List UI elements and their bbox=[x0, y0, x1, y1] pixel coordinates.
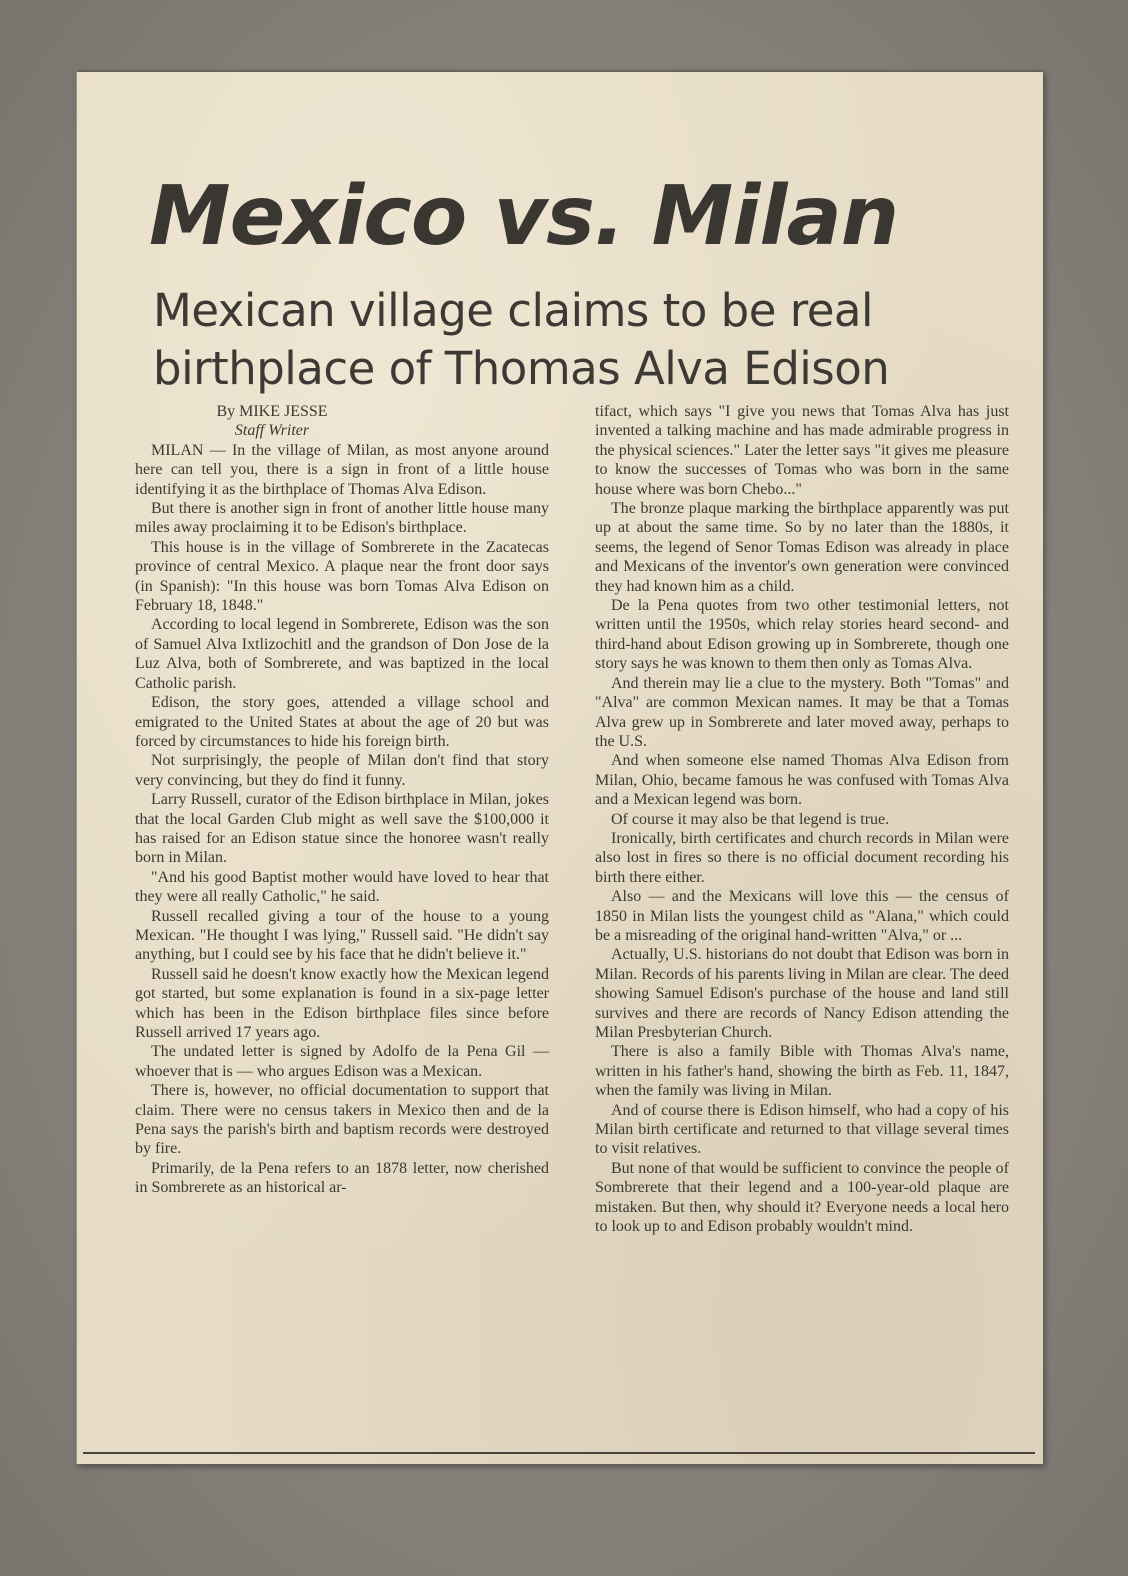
paragraph: And of course there is Edison himself, who had a copy of his Milan birth certificate and returned to that village several times to visit relatives. bbox=[595, 1101, 1009, 1158]
paragraph: Primarily, de la Pena refers to an 1878 letter, now cherished in Sombrerete as an historical ar- bbox=[135, 1159, 549, 1197]
paragraph: tifact, which says "I give you news that Tomas Alva has just invented a talking machine and has made admirable progress in the physical sciences." Later the letter says "it gives me pleasure to know the successes of Tomas who was born in the same house where was born Chebo..." bbox=[595, 403, 1009, 498]
paragraph: Russell recalled giving a tour of the house to a young Mexican. "He thought I was lying," Russell said. "He didn't say anything, but I could see by his face that he didn't believe it." bbox=[135, 907, 549, 964]
headline: Mexico vs. Milan bbox=[149, 169, 899, 264]
paragraph: The undated letter is signed by Adolfo de la Pena Gil — whoever that is — who argues Edison was a Mexican. bbox=[135, 1043, 549, 1080]
paragraph: The bronze plaque marking the birthplace apparently was put up at about the same time. So by no later than the 1880s, it seems, the legend of Senor Tomas Edison was already in place and Mexicans of the inventor's own generation were convinced they had known him as a child. bbox=[595, 500, 1009, 595]
paragraph: Edison, the story goes, attended a village school and emigrated to the United States at about the age of 20 but was forced by circumstances to hide his foreign birth. bbox=[135, 694, 549, 750]
byline: By MIKE JESSE bbox=[216, 403, 328, 420]
byline-title: Staff Writer bbox=[234, 422, 310, 440]
subheadline bbox=[153, 282, 973, 398]
paragraph: And therein may lie a clue to the mystery. Both "Tomas" and "Alva" are common Mexican names. It may be that a Tomas Alva grew up in Sombrerete and later moved away, perhaps to the U.S. bbox=[595, 674, 1009, 750]
paragraph: Actually, U.S. historians do not doubt that Edison was born in Milan. Records of his parents living in Milan are clear. The deed showing Samuel Edison's purchase of the house and land still survives and there are records of Nancy Edison attending the Milan Presbyterian Church. bbox=[595, 946, 1009, 1041]
paragraph: De la Pena quotes from two other testimonial letters, not written until the 1950s, which relay stories heard second- and third-hand about Edison growing up in Sombrerete, though one story says he was known to them then only as Tomas Alva. bbox=[595, 597, 1009, 673]
paragraph: Not surprisingly, the people of Milan don't find that story very convincing, but they do find it funny. bbox=[135, 752, 549, 789]
article-column-right bbox=[595, 402, 1009, 1236]
paragraph: Of course it may also be that legend is true. bbox=[611, 810, 890, 828]
paragraph: But none of that would be sufficient to convince the people of Sombrerete that their legend and a 100-year-old plaque are mistaken. But then, why should it? Everyone needs a local hero to look up to and Edison probably wouldn't mind. bbox=[595, 1159, 1009, 1236]
paragraph: MILAN — In the village of Milan, as most anyone around here can tell you, there is a sign in front of a little house identifying it as the birthplace of Thomas Alva Edison. bbox=[135, 441, 549, 498]
paragraph: According to local legend in Sombrerete, Edison was the son of Samuel Alva Ixtlizochitl and the grandson of Don Jose de la Luz Alva, both of Sombrerete, and was baptized in the local Catholic parish. bbox=[135, 616, 549, 692]
paragraph: Ironically, birth certificates and church records in Milan were also lost in fires so there is no official document recording his birth there either. bbox=[595, 829, 1009, 886]
article-column-left bbox=[135, 402, 549, 1198]
newspaper-clipping bbox=[76, 70, 1043, 1464]
subheadline-line-2: birthplace of Thomas Alva Edison bbox=[153, 342, 890, 395]
paragraph: Also — and the Mexicans will love this — the census of 1850 in Milan lists the youngest child as "Alana," which could be a misreading of the original hand-written "Alva," or ... bbox=[595, 888, 1009, 944]
paragraph: "And his good Baptist mother would have loved to hear that they were all really Catholic," he said. bbox=[135, 868, 549, 906]
paragraph: And when someone else named Thomas Alva Edison from Milan, Ohio, became famous he was confused with Tomas Alva and a Mexican legend was born. bbox=[595, 752, 1009, 809]
subheadline-line-1: Mexican village claims to be real bbox=[153, 284, 873, 337]
bottom-rule bbox=[83, 1452, 1035, 1454]
paragraph: There is, however, no official documentation to support that claim. There were no census takers in Mexico then and de la Pena says the parish's birth and baptism records were destroyed by fire. bbox=[135, 1082, 549, 1158]
paragraph: Russell said he doesn't know exactly how the Mexican legend got started, but some explanation is found in a six-page letter which has been in the Edison birthplace files since before Russell arrived 17 years ago. bbox=[135, 965, 549, 1041]
paragraph: Larry Russell, curator of the Edison birthplace in Milan, jokes that the local Garden Club might as well save the $100,000 it has raised for an Edison statue since the honoree wasn't really born in Milan. bbox=[135, 791, 549, 867]
paragraph: But there is another sign in front of another little house many miles away proclaiming it to be Edison's birthplace. bbox=[135, 500, 549, 537]
paragraph: This house is in the village of Sombrerete in the Zacatecas province of central Mexico. A plaque near the front door says (in Spanish): "In this house was born Tomas Alva Edison on February 18, 1848." bbox=[135, 538, 549, 615]
paragraph: There is also a family Bible with Thomas Alva's name, written in his father's hand, showing the birth as Feb. 11, 1847, when the family was living in Milan. bbox=[595, 1043, 1009, 1100]
